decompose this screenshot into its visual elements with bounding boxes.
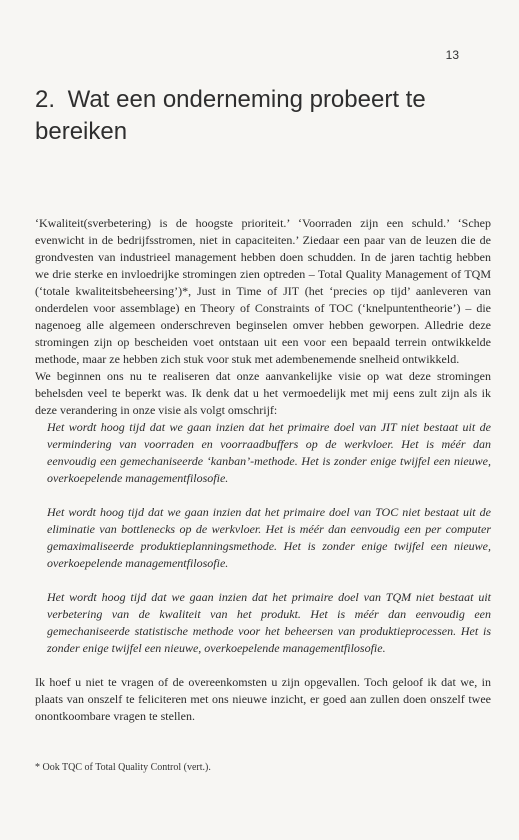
paragraph-2: We beginnen ons nu te realiseren dat onze aanvankelijke visie op wat deze stromingen behelsden veel te beperkt was. Ik denk dat u het vermoedelijk met mij eens zult zijn als ik deze verandering in onze visie als volgt omschrijf:: [35, 369, 491, 417]
body-text: [35, 215, 491, 725]
page-number: 13: [445, 48, 459, 62]
footnote: * Ook TQC of Total Quality Control (vert.).: [35, 762, 211, 773]
quote-tqm: Het wordt hoog tijd dat we gaan inzien dat het primaire doel van TQM niet bestaat uit verbetering van de kwaliteit van het produkt. Het is méér dan eenvoudig een gemechaniseerde statistische methode voor het beheersen van produktieprocessen. Het is zonder enige twijfel een nieuwe, overkoepelende managementfilosofie.: [47, 590, 491, 655]
quote-toc: Het wordt hoog tijd dat we gaan inzien dat het primaire doel van TOC niet bestaat uit de eliminatie van bottlenecks op de werkvloer. Het is méér dan eenvoudig een per computer gemaximaliseerde produktieplanningsmethode. Het is zonder enige twijfel een nieuwe, overkoepelende managementfilosofie.: [47, 505, 491, 570]
chapter-number: 2.: [35, 86, 56, 113]
paragraph-1: ‘Kwaliteit(sverbetering) is de hoogste prioriteit.’ ‘Voorraden zijn een schuld.’ ‘Schep evenwicht in de bedrijfsstromen, niet in capaciteiten.’ Ziedaar een paar van de leuzen die de grondvesten van industrieel management hebben doen schudden. In de jaren tachtig hebben we drie sterke en invloedrijke stromingen zien optreden – Total Quality Management of TQM (‘totale kwaliteitsbeheersing’)*, Just in Time of JIT (het ‘precies op tijd’ aanleveren van onderdelen voor assemblage) en Theory of Constraints of TOC (‘knelpuntentheorie’) – die nagenoeg alle algemeen onderschreven beginselen omver hebben geworpen. Alledrie deze stromingen zijn op bescheiden voet ontstaan uit een voor een bepaald terrein ontwikkelde methode, maar ze hebben zich stuk voor stuk met adembenemende snelheid ontwikkeld.: [35, 216, 491, 366]
chapter-title: [35, 84, 465, 148]
quote-jit: Het wordt hoog tijd dat we gaan inzien dat het primaire doel van JIT niet bestaat uit de vermindering van voorraden en voorraadbuffers op de werkvloer. Het is méér dan eenvoudig een gemechaniseerde ‘kanban’-methode. Het is zonder enige twijfel een nieuwe, overkoepelende managementfilosofie.: [47, 420, 491, 485]
paragraph-3: Ik hoef u niet te vragen of de overeenkomsten u zijn opgevallen. Toch geloof ik dat we, in plaats van onszelf te feliciteren met ons nieuwe inzicht, er goed aan zullen doen onszelf twee onontkoombare vragen te stellen.: [35, 675, 491, 723]
chapter-title-text: Wat een onderneming probeert te bereiken: [35, 86, 426, 145]
